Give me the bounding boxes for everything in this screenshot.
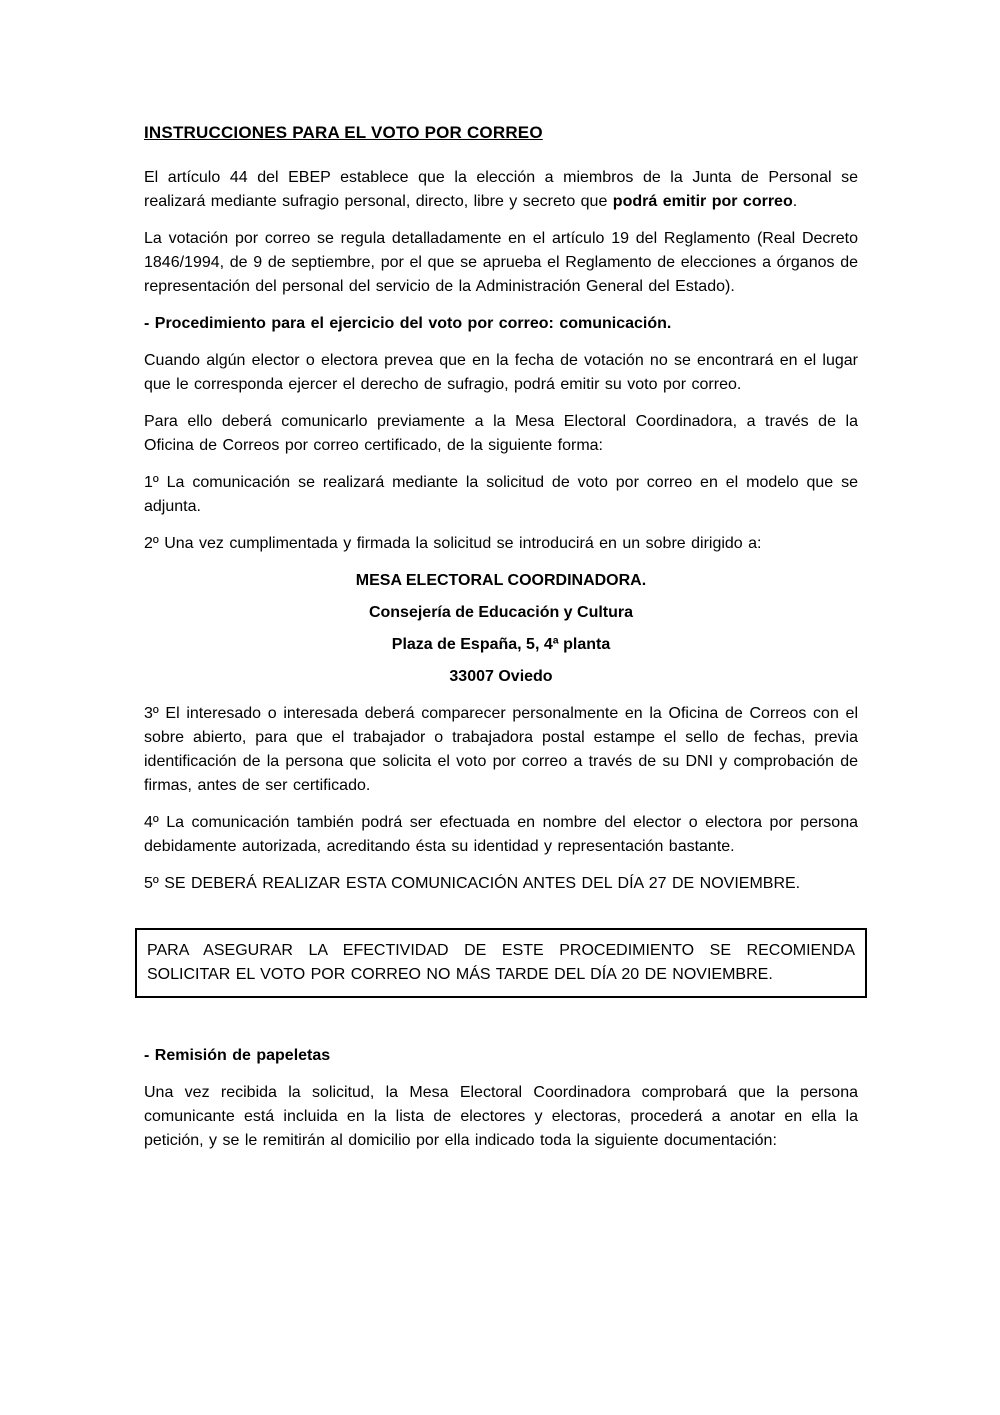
address-line-consejeria: Consejería de Educación y Cultura [368, 604, 634, 621]
numbered-item-2: 2º Una vez cumplimentada y firmada la solicitud se introducirá en un sobre dirigido a: [144, 535, 762, 552]
bold-emphasis-text: podrá emitir por correo [612, 193, 793, 210]
heading-remision-papeletas: - Remisión de papeletas [144, 1047, 331, 1064]
heading-procedimiento: - Procedimiento para el ejercicio del voto por correo: comunicación. [144, 315, 672, 332]
paragraph-articulo-44 [144, 166, 858, 214]
paragraph-text-end: . [792, 193, 798, 210]
paragraph-remision-solicitud: Una vez recibida la solicitud, la Mesa Electoral Coordinadora comprobará que la persona comunicante está incluida en la lista de electores y electoras, procederá a anotar en ella la petición, y se le remitirán al domicilio por ella indicado toda la siguiente documentación: [144, 1084, 858, 1149]
notice-text: PARA ASEGURAR LA EFECTIVIDAD DE ESTE PROCEDIMIENTO SE RECOMIENDA SOLICITAR EL VOTO POR CORREO NO MÁS TARDE DEL DÍA 20 DE NOVIEMBRE. [147, 942, 855, 983]
numbered-item-3: 3º El interesado o interesada deberá comparecer personalmente en la Oficina de Correos con el sobre abierto, para que el trabajador o trabajadora postal estampe el sello de fechas, previa identificación de la persona que solicita el voto por correo a través de su DNI y comprobación de firmas, antes de ser certificado. [144, 705, 858, 794]
paragraph-votacion-reglamento: La votación por correo se regula detalladamente en el artículo 19 del Reglamento (Real Decreto 1846/1994, de 9 de septiembre, por el que se aprueba el Reglamento de elecciones a órganos de representación del personal del servicio de la Administración General del Estado). [144, 230, 858, 295]
numbered-item-5: 5º SE DEBERÁ REALIZAR ESTA COMUNICACIÓN ANTES DEL DÍA 27 DE NOVIEMBRE. [144, 875, 801, 892]
numbered-item-1: 1º La comunicación se realizará mediante la solicitud de voto por correo en el modelo que se adjunta. [144, 474, 858, 515]
address-line-ciudad: 33007 Oviedo [449, 668, 553, 685]
numbered-item-4: 4º La comunicación también podrá ser efectuada en nombre del elector o electora por persona debidamente autorizada, acreditando ésta su identidad y representación bastante. [144, 814, 858, 855]
document-title: INSTRUCCIONES PARA EL VOTO POR CORREO [144, 123, 543, 142]
paragraph-para-ello: Para ello deberá comunicarlo previamente a la Mesa Electoral Coordinadora, a través de la Oficina de Correos por correo certificado, de la siguiente forma: [144, 413, 858, 454]
address-line-plaza: Plaza de España, 5, 4ª planta [391, 636, 611, 653]
document-content [144, 122, 858, 1166]
paragraph-cuando-elector: Cuando algún elector o electora prevea que en la fecha de votación no se encontrará en el lugar que le corresponda ejercer el derecho de sufragio, podrá emitir su voto por correo. [144, 352, 858, 393]
paragraph-text: El artículo 44 del EBEP establece que la elección a miembros de la Junta de Personal se realizará mediante sufragio personal, directo, libre y secreto que [144, 169, 858, 210]
address-line-mesa-electoral: MESA ELECTORAL COORDINADORA. [355, 572, 647, 589]
notice-box [135, 928, 867, 998]
address-block [144, 569, 858, 689]
